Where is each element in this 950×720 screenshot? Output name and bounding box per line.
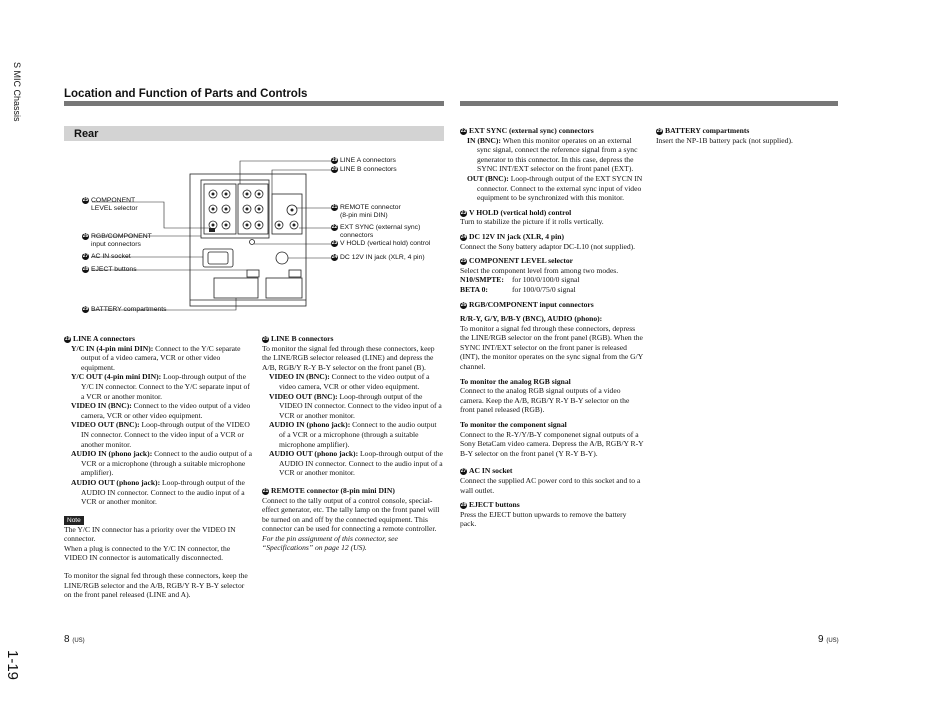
callout-remote: 21 REMOTE connector (8-pin mini DIN) bbox=[331, 204, 401, 219]
rear-heading-bar bbox=[64, 126, 444, 141]
callout-ac-in: 27 AC IN socket bbox=[82, 253, 131, 260]
callout-component-level: 25 COMPONENT LEVEL selector bbox=[82, 197, 138, 212]
heading-ac-in: 27 AC IN socket bbox=[460, 466, 513, 476]
note-text-1: The Y/C IN connector has a priority over the VIDEO IN connector. bbox=[64, 524, 236, 544]
column-ext-sync: 22 EXT SYNC (external sync) connectors IN (BNC): When this monitor operates on an external sync signal, connect the reference signal from a sync generator to this connector. In this case, depress the SYNC INT/EXT selector on the front panel (EXT). OUT (BNC): Loop-through output of the EXT SYCN IN connector. Connect to the external sync input of video equipment to be synchronized with this monitor. 23 V HOLD (vertical hold) control Turn to stabilize the picture if it rolls vertically. 24 DC 12V IN jack (XLR, 4 pin) Connect the Sony battery adaptor DC-L10 (not supplied). 25 COMPONENT LEVEL selector Select the component level from among two modes. N10/SMPTE: for 100/0/100/0 signal BETA 0: for 100/0/75/0 signal 26 RGB/COMPONENT input connectors R/R-Y, G/Y, B/B-Y (BNC), AUDIO (phono): To monitor a signal fed through these connectors, depress the LINE/RGB selector on the front panel (RGB). When the SYNC INT/EXT selector on the front paner is released (INT), the monitor operates on the sync signal from the G/Y channel. To monitor the analog RGB signal Connect to the analog RGB signal outputs of a video camera. Keep the A/B, RGB/Y R-Y B-Y selector on the front panel released (RGB). To monitor the component signal Connect to the R-Y/Y/B-Y componenet signal outputs of a Sony BetaCam video camera. Depress the A/B, RGB/Y R-Y B-Y selector on the front panel (Y R-Y B-Y). 27 AC IN socket Connect the supplied AC power cord to this socket and to a wall outlet. 28 EJECT buttons Press the EJECT button upwards to remove the battery pack. bbox=[460, 126, 644, 529]
heading-eject: 28 EJECT buttons bbox=[460, 500, 520, 510]
heading-remote: 21 REMOTE connector (8-pin mini DIN) bbox=[262, 485, 395, 495]
column-line-a: 19 LINE A connectors Y/C IN (4-pin mini DIN): Connect to the Y/C separate output of a video camera, VCR or other video equipment. Y/C OUT (4-pin mini DIN): Loop-through output of the Y/C IN connector. Connect to the Y/C separate input of a VCR or another monitor. VIDEO IN (BNC): Connect to the video output of a video camera, VCR or other video equipment. VIDEO OUT (BNC): Loop-through output of the VIDEO IN connector. Connect to the video input of a VCR or another monitor. AUDIO IN (phono jack): Connect to the audio output of a VCR or a microphone (through a suitable microphone amplifier). AUDIO OUT (phono jack): Loop-through output of the AUDIO IN connector. Connect to the audio input of a VCR or another monitor. Note The Y/C IN connector has a priority over the VIDEO IN connector. When a plug is connected to the Y/C IN connector, the VIDEO IN connector is automatically disconnected. To monitor the signal fed through these connectors, keep the LINE/RGB selector and the A/B, RGB/Y R-Y B-Y selector on the front panel released (LINE and A). bbox=[64, 334, 252, 600]
heading-rgb-component: 26 RGB/COMPONENT input connectors bbox=[460, 299, 594, 309]
component-level-selector bbox=[209, 228, 215, 232]
heading-line-b: 20 LINE B connectors bbox=[262, 334, 334, 343]
dc-12v-in-jack bbox=[276, 252, 288, 264]
v-hold-control bbox=[250, 240, 255, 245]
eject-button-b bbox=[289, 270, 301, 277]
battery-compartment-b bbox=[266, 278, 302, 298]
rear-heading: Rear bbox=[74, 128, 99, 140]
chassis-side-label: S MIC Chassis bbox=[12, 62, 22, 122]
heading-ext-sync: 22 EXT SYNC (external sync) connectors bbox=[460, 126, 594, 135]
heading-component-level: 25 COMPONENT LEVEL selector bbox=[460, 256, 574, 266]
callout-line-a: 19 LINE A connectors bbox=[331, 157, 396, 164]
callout-rgb-component: 26 RGB/COMPONENT input connectors bbox=[82, 233, 152, 248]
callout-v-hold: 23 V HOLD (vertical hold) control bbox=[331, 240, 431, 247]
header-rule-right bbox=[460, 101, 838, 106]
callout-dc-in: 24 DC 12V IN jack (XLR, 4 pin) bbox=[331, 254, 425, 261]
section-title: Location and Function of Parts and Controls bbox=[64, 88, 308, 100]
column-battery: 29 BATTERY compartments Insert the NP-1B battery pack (not supplied). bbox=[656, 126, 838, 145]
eject-button-a bbox=[247, 270, 259, 277]
heading-battery: 29 BATTERY compartments bbox=[656, 126, 750, 135]
page-number-right: 9 (US) bbox=[818, 634, 839, 645]
page-number-left: 8 (US) bbox=[64, 634, 85, 645]
callout-ext-sync: 22 EXT SYNC (external sync) connectors bbox=[331, 224, 421, 239]
column-line-b: 20 LINE B connectors To monitor the signal fed through these connectors, keep the LINE/RGB selector released (LINE) and depress the A/B, RGB/Y R-Y B-Y selector on the front panel (B). VIDEO IN (BNC): Connect to the video output of a video camera, VCR or other video equipment. VIDEO OUT (BNC): Loop-through output of the VIDEO IN connector. Connect to the video input of a VCR or another monitor. AUDIO IN (phono jack): Connect to the audio output of a VCR or a microphone (through a suitable microphone amplifier). AUDIO OUT (phono jack): Loop-through output of the AUDIO IN connector. Connect to the audio input of a VCR or another monitor. 21 REMOTE connector (8-pin mini DIN) Connect to the tally output of a control console, special-effect generator, etc. The tally lamp on the front panel will be turned on and off by the connected equipment. This connector can be used for connecting a remote controller. For the pin assignment of this connector, see “Specifications” on page 12 (US). bbox=[262, 334, 443, 553]
heading-line-a: 19 LINE A connectors bbox=[64, 334, 136, 343]
side-page-number: 1-19 bbox=[4, 650, 21, 681]
callout-line-b: 20 LINE B connectors bbox=[331, 166, 397, 173]
note-text-2: When a plug is connected to the Y/C IN connector, the VIDEO IN connector is automatically disconnected. bbox=[64, 543, 231, 563]
note-tag: Note bbox=[64, 516, 84, 525]
callout-eject: 28 EJECT buttons bbox=[82, 266, 137, 273]
heading-dc-in: 24 DC 12V IN jack (XLR, 4 pin) bbox=[460, 231, 564, 241]
header-rule-left bbox=[64, 101, 444, 106]
battery-compartment-a bbox=[214, 278, 258, 298]
callout-battery: 29 BATTERY compartments bbox=[82, 306, 167, 313]
heading-v-hold: 23 V HOLD (vertical hold) control bbox=[460, 207, 572, 217]
note-text-3: To monitor the signal fed through these connectors, keep the LINE/RGB selector and the A/B, RGB/Y R-Y B-Y selector on the front panel released (LINE and A). bbox=[64, 571, 248, 600]
